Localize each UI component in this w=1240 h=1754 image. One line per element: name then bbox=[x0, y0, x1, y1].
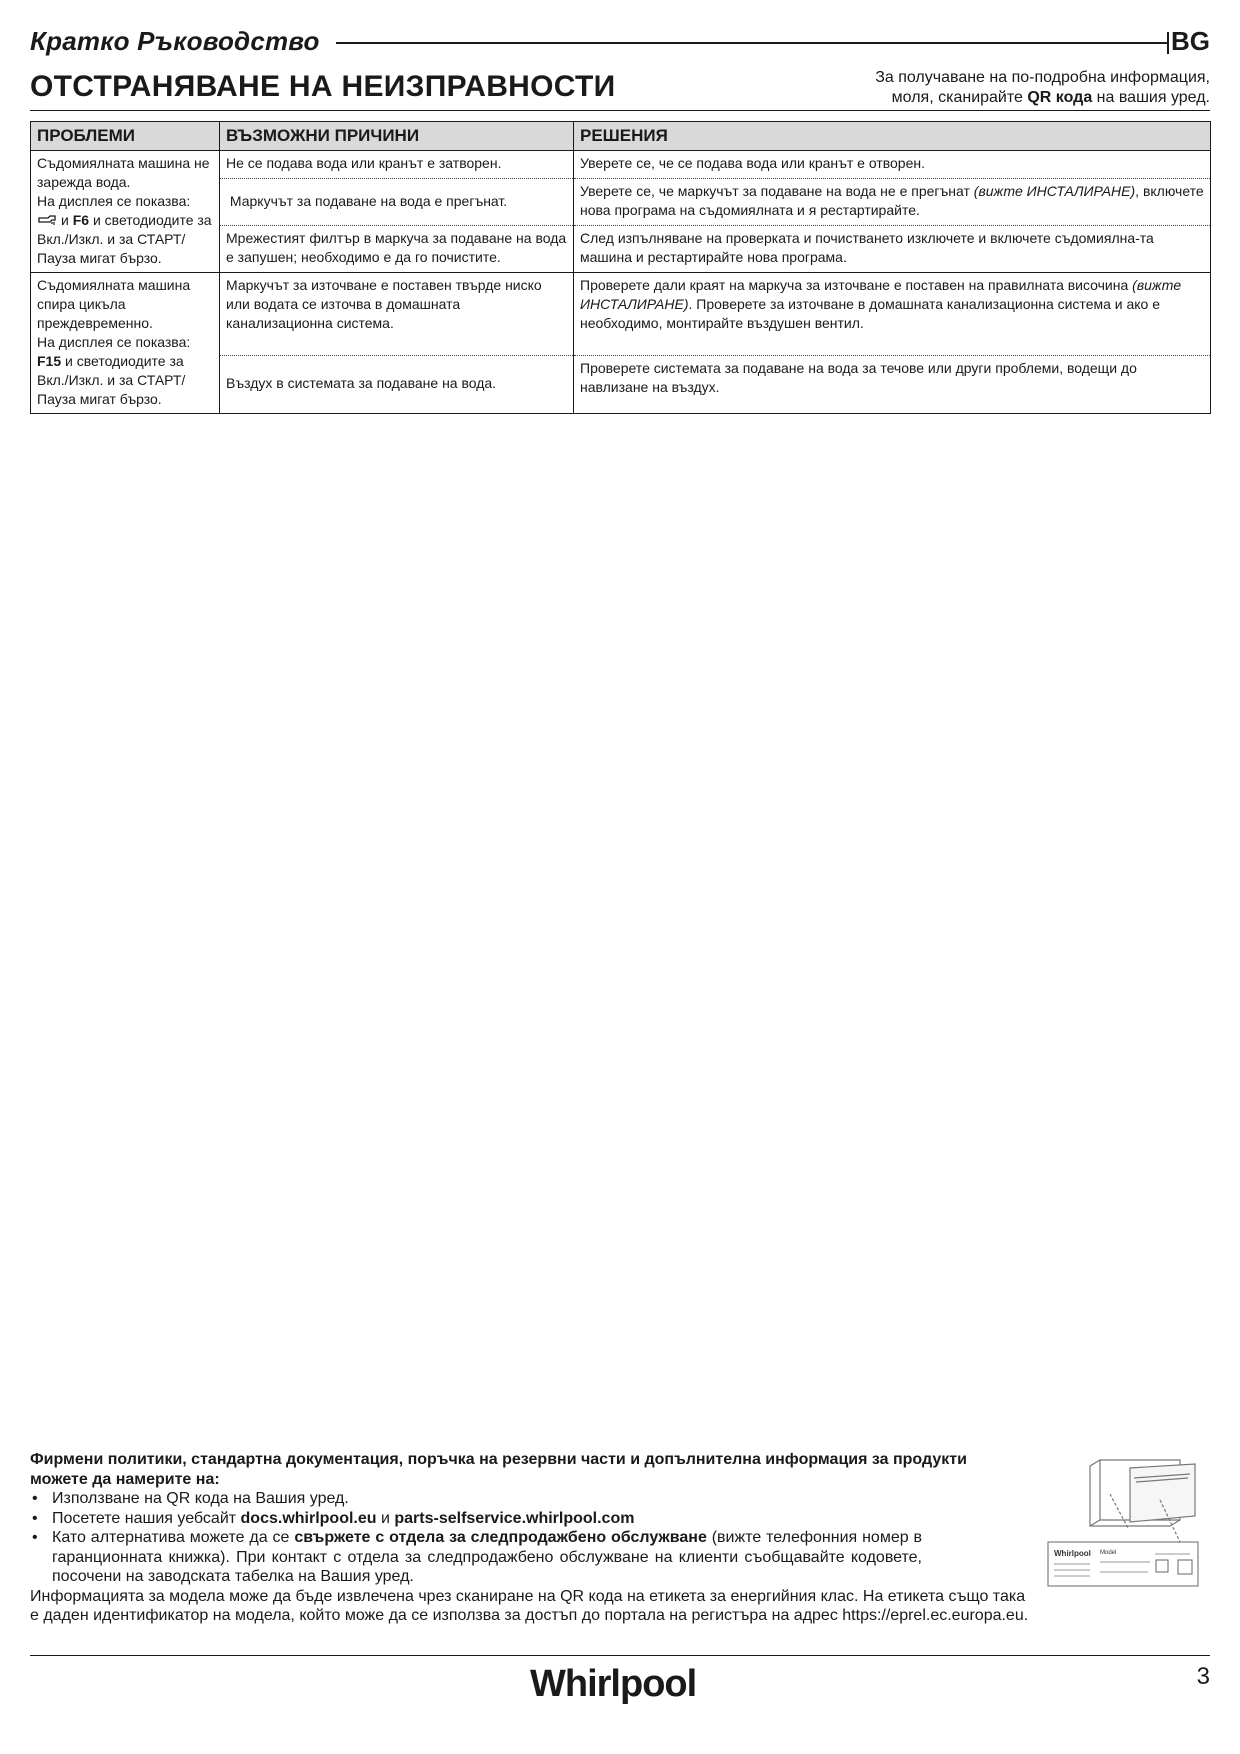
header-rule-tick bbox=[1167, 32, 1169, 54]
cause-cell: Не се подава вода или кранът е затворен. bbox=[220, 151, 574, 179]
problem-display-text: На дисплея се показва: bbox=[37, 334, 191, 350]
solution-cell: Проверете системата за подаване на вода за течове или други проблеми, водещи до навлизане на въздух. bbox=[574, 355, 1211, 413]
page-number: 3 bbox=[1196, 1663, 1210, 1690]
solution-cell: Уверете се, че се подава вода или кранът е отворен. bbox=[574, 151, 1211, 179]
section-title: ОТСТРАНЯВАНЕ НА НЕИЗПРАВНОСТИ bbox=[30, 70, 616, 103]
error-code-f15: F15 bbox=[37, 353, 62, 369]
problem-cell bbox=[31, 273, 220, 414]
rating-plate-illustration bbox=[1030, 1450, 1210, 1595]
model-info-text: Информацията за модела може да бъде извлечена чрез сканиране на QR кода на етикета за енергийния клас. На етикета също така е даден идентификатор на модела, който може да се използва за достъп до портала на регистъра на адрес https://eprel.ec.europa.eu. bbox=[30, 1587, 1029, 1624]
qr-note-line2c: на вашия уред. bbox=[1092, 89, 1210, 106]
footer-heading: Фирмени политики, стандартна документация, поръчка на резервни части и допълнителна информация за продукти можете да намерите на: bbox=[30, 1451, 967, 1488]
qr-note bbox=[790, 68, 1210, 108]
list-item-text: Посетете нашия уебсайт bbox=[52, 1509, 241, 1527]
qr-note-line1: За получаване на по-подробна информация, bbox=[875, 69, 1210, 86]
list-item bbox=[30, 1509, 922, 1529]
col-header-causes: ВЪЗМОЖНИ ПРИЧИНИ bbox=[220, 122, 574, 151]
parts-link[interactable]: parts-selfservice.whirlpool.com bbox=[394, 1509, 635, 1527]
service-contact: свържете с отдела за следпродажбено обслужване bbox=[294, 1529, 707, 1546]
problem-led-text: и светодиодите за Вкл./Изкл. и за СТАРТ/Пауза мигат бързо. bbox=[37, 353, 186, 407]
footer-info bbox=[30, 1450, 1030, 1626]
footer-list bbox=[30, 1489, 1030, 1587]
title-rule bbox=[30, 110, 1210, 111]
solution-cell bbox=[574, 178, 1211, 225]
guide-title: Кратко Ръководство bbox=[30, 26, 320, 56]
language-code: BG bbox=[1171, 26, 1210, 56]
qr-note-bold: QR кода bbox=[1027, 89, 1093, 106]
list-item-text: Като алтернатива можете да се bbox=[52, 1529, 295, 1546]
problem-text: Съдомиялната машина не зарежда вода. bbox=[37, 155, 210, 190]
solution-text: Уверете се, че маркучът за подаване на вода не е прегънат bbox=[580, 182, 974, 199]
solution-cell bbox=[574, 273, 1211, 356]
list-item: • Използване на QR кода на Вашия уред. bbox=[30, 1489, 922, 1509]
col-header-solutions: РЕШЕНИЯ bbox=[574, 122, 1211, 151]
problem-and: и bbox=[61, 212, 73, 228]
solution-text-cont: . Проверете за източване в домашната канализационна система и ако е необходимо, монтирайте въздушен вентил. bbox=[580, 296, 1161, 331]
cause-cell: Мрежестият филтър в маркуча за подаване на вода е запушен; необходимо е да го почистите. bbox=[220, 225, 574, 272]
problem-text: Съдомиялната машина спира цикъла преждевременно. bbox=[37, 277, 191, 331]
cause-cell: Маркучът за източване е поставен твърде ниско или водата се източва в домашната канализационна система. bbox=[220, 273, 574, 356]
cause-cell bbox=[220, 178, 574, 225]
table-row bbox=[31, 151, 1211, 179]
solution-text-cont: , включете нова програма на съдомиялната и я рестартирайте. bbox=[580, 182, 1204, 218]
solution-ref: (вижте ИНСТАЛИРАНЕ) bbox=[973, 182, 1136, 199]
table-header-row bbox=[31, 122, 1211, 151]
cause-text: Маркучът за подаване на вода е прегънат. bbox=[229, 192, 508, 209]
logo-text: Whirlpool bbox=[530, 1663, 697, 1705]
problem-cell bbox=[31, 151, 220, 273]
problem-led-text: и светодиодите за Вкл./Изкл. и за СТАРТ/Пауза мигат бързо. bbox=[37, 212, 212, 266]
col-header-problems: ПРОБЛЕМИ bbox=[31, 122, 220, 151]
solution-cell: След изпълняване на проверката и почистването изключете и включете съдомиялна-та машина и рестартирайте нова програма. bbox=[574, 225, 1211, 272]
troubleshooting-table bbox=[30, 121, 1211, 414]
header-rule bbox=[336, 42, 1168, 44]
docs-link[interactable]: docs.whirlpool.eu bbox=[240, 1509, 377, 1527]
cause-cell: Въздух в системата за подаване на вода. bbox=[220, 355, 574, 413]
plate-model: Model bbox=[1100, 1550, 1117, 1556]
problem-display-text: На дисплея се показва: bbox=[37, 193, 191, 209]
list-item-text-cont: (вижте телефонния номер в гаранционната книжка). При контакт с отдела за следпродажбено обслужване на клиенти съобщавайте кодовете, посочени на заводската табелка на Вашия уред. bbox=[52, 1529, 922, 1585]
solution-text: Проверете дали краят на маркуча за източване е поставен на правилната височина bbox=[580, 277, 1133, 293]
page bbox=[30, 0, 1210, 1754]
list-item bbox=[30, 1528, 922, 1587]
plate-brand: Whirlpool bbox=[1054, 1549, 1091, 1558]
table-row bbox=[31, 273, 1211, 356]
whirlpool-logo bbox=[528, 1660, 708, 1716]
page-header bbox=[30, 26, 1210, 60]
qr-note-line2a: моля, сканирайте bbox=[891, 89, 1028, 106]
water-tap-icon bbox=[37, 214, 59, 226]
solution-ref: (вижте ИНСТАЛИРАНЕ) bbox=[580, 277, 1182, 312]
error-code-f6: F6 bbox=[72, 212, 90, 228]
list-item-and: и bbox=[376, 1509, 395, 1527]
footer-rule bbox=[30, 1655, 1210, 1656]
